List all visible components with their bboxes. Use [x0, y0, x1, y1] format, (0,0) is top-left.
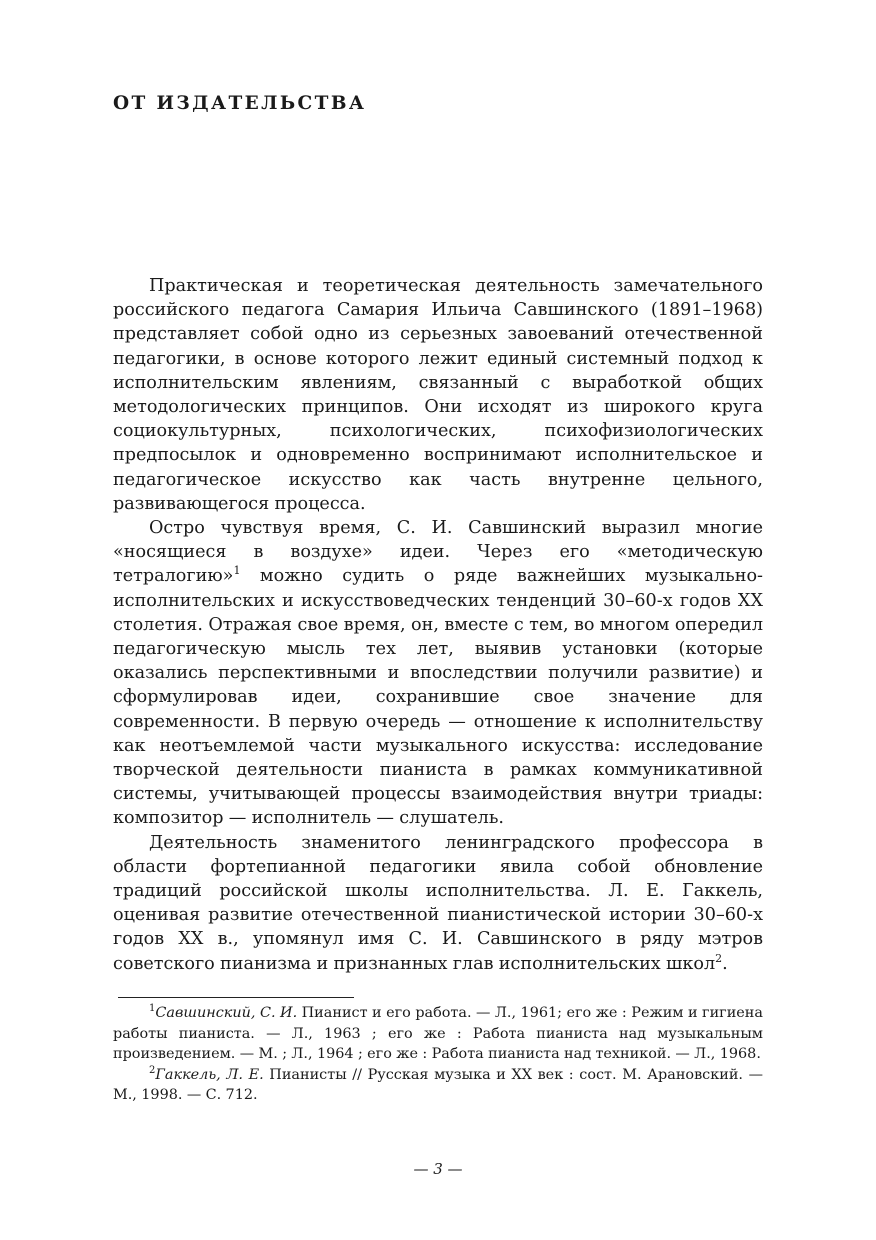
footnote-2 [113, 1065, 763, 1106]
footnote-ref-2[interactable]: 2 [715, 951, 723, 965]
paragraph-2-text-start: Остро чувствуя время, С. И. Савшинский выразил многие «носящиеся в воздухе» идеи. Через его «методическую тетралогию» [113, 518, 763, 587]
paragraph-3 [113, 831, 763, 976]
footnote-1-text: Пианист и его работа. — Л., 1961; его же : Режим и гигиена работы пианиста. — Л., 1963 ; его же : Работа пианиста над музыкальным произведением. — М. ; Л., 1964 ; его же : Работа пианиста над техникой. — Л., 1968. [113, 1005, 763, 1063]
footnote-1 [113, 1003, 763, 1065]
page-title: ОТ ИЗДАТЕЛЬСТВА [113, 93, 367, 114]
footnote-ref-1[interactable]: 1 [233, 564, 241, 578]
footnote-2-author: Гаккель, Л. Е. [155, 1066, 264, 1083]
paragraph-1 [113, 274, 763, 516]
paragraph-2 [113, 516, 763, 831]
paragraph-3-end: . [722, 953, 728, 974]
paragraph-3-text: Деятельность знаменитого ленинградского профессора в области фортепианной педагогики явила собой обновление традиций российской школы исполнительства. Л. Е. Гаккель, оценивая развитие отечественной пианистической истории 30–60-х годов XX в., упомянул имя С. И. Савшинского в ряду мэтров советского пианизма и признанных глав исполнительских школ [113, 832, 763, 974]
paragraph-1-text: Практическая и теоретическая деятельность замечательного российского педагога Самария Ильича Савшинского (1891–1968) представляет собой одно из серьезных завоеваний отечественной педагогики, в основе которого лежит единый системный подход к исполнительским явлениям, связанный с выработкой общих методологических принципов. Они исходят из широкого круга социокультурных, психологических, психофизиологических предпосылок и одновременно воспринимают исполнительское и педагогическое искусство как часть внутренне цельного, развивающегося процесса. [113, 276, 763, 514]
footnotes [113, 1003, 763, 1106]
footnote-1-author: Савшинский, С. И. [155, 1005, 298, 1021]
main-text [113, 274, 763, 976]
page-number: — 3 — [413, 1160, 463, 1178]
footnote-1-mark: 1 [149, 1003, 156, 1015]
footnote-2-text: Пианисты // Русская музыка и XX век : сост. М. Арановский. — М., 1998. — С. 712. [113, 1066, 763, 1104]
paragraph-2-text-end: можно судить о ряде важнейших музыкально-исполнительских и искусствоведческих тенденций 30–60-х годов XX столетия. Отражая свое время, он, вместе с тем, во многом опередил педагогическую мысль тех лет, выявив установки (которые оказались перспективными и впоследствии получили развитие) и сформулировав идеи, сохранившие свое значение для современности. В первую очередь — отношение к исполнительству как неотъемлемой части музыкального искусства: исследование творческой деятельности пианиста в рамках коммуникативной системы, учитывающей процессы взаимодействия внутри триады: композитор — исполнитель — слушатель. [113, 566, 763, 829]
footnote-2-mark: 2 [149, 1064, 156, 1076]
footnote-divider [118, 997, 354, 998]
